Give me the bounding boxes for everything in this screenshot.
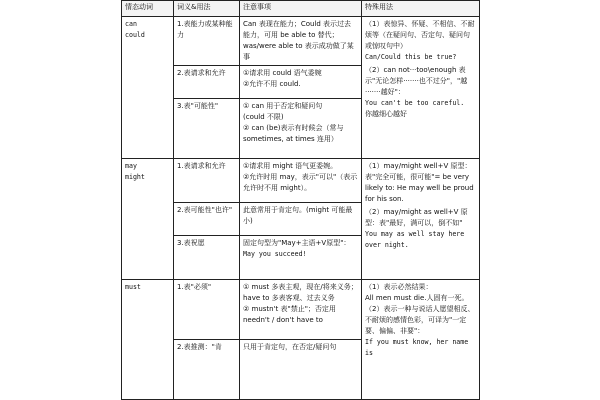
header-row xyxy=(122,1,480,17)
notes-cell xyxy=(240,280,362,340)
note-text: ①请求用 could 语气委婉 xyxy=(243,69,322,77)
usage-cell: 1.表请求和允许 xyxy=(174,159,240,203)
note-text: ② mustn't 表"禁止"；否定用 needn't / don't have to xyxy=(243,305,336,324)
usage-cell: 1.表"必须" xyxy=(174,280,240,340)
verb-cell-can xyxy=(122,17,174,159)
special-cell-must xyxy=(362,280,480,400)
note-text: (could 不限) xyxy=(243,113,284,121)
usage-cell: 3.表"可能性" xyxy=(174,99,240,159)
header-usage: 词义&用法 xyxy=(174,1,240,17)
special-cell-may xyxy=(362,159,480,280)
note-text: ①请求用 might 语气更委婉。 xyxy=(243,162,338,170)
special-text: If you must know, her name is xyxy=(365,338,469,357)
verb-label: can xyxy=(125,20,137,28)
special-text: （2）表示一种与说话人愿望相反、不耐烦的感情色彩，可译为"一定要、偏偏、非要"： xyxy=(365,305,475,335)
header-special: 特殊用法 xyxy=(362,1,480,17)
header-verb: 情态动词 xyxy=(122,1,174,17)
note-text: ②允许时用 may，表示"可以"（表示允许时不用 might）。 xyxy=(243,173,358,192)
verb-cell-may xyxy=(122,159,174,280)
special-text: （1）表惊异、怀疑、不相信、不耐烦等（在疑问句、否定句、疑问句或惊叹句中） xyxy=(365,20,475,50)
verb-label: must xyxy=(125,283,141,291)
header-notes: 注意事项 xyxy=(240,1,362,17)
notes-cell xyxy=(240,66,362,99)
special-text: You can't be too careful. xyxy=(365,99,465,107)
notes-cell xyxy=(240,99,362,159)
special-text: All men must die.人固有一死。 xyxy=(365,294,469,302)
special-text: Can/Could this be true? xyxy=(365,53,457,61)
note-text: ① must 多表主观，现在/将来义务；have to 多表客观、过去义务 xyxy=(243,283,358,302)
special-text: 你越细心越好 xyxy=(365,110,407,118)
note-text: 固定句型为"May+主语+V原型"： xyxy=(243,239,351,247)
notes-cell xyxy=(240,236,362,280)
usage-cell: 2.表推测："肯 xyxy=(174,340,240,400)
note-text: ② can (be)表示有时候会（常与 sometimes, at times 连用） xyxy=(243,124,344,143)
usage-cell: 1.表能力或某种能力 xyxy=(174,17,240,66)
note-text: May you succeed! xyxy=(243,250,307,258)
usage-cell: 3.表祝愿 xyxy=(174,236,240,280)
special-text: （2）may/might as well+V 原型：表"最好，满可以，倒不如" xyxy=(365,208,468,227)
table-row xyxy=(122,159,480,203)
modal-verb-table xyxy=(121,0,480,400)
notes-cell: 只用于肯定句，在否定/疑问句 xyxy=(240,340,362,400)
verb-label: could xyxy=(125,31,145,39)
usage-cell: 2.表请求和允许 xyxy=(174,66,240,99)
note-text: Can 表现在能力；Could 表示过去能力，可用 be able to 替代； xyxy=(243,20,352,39)
special-text: （2）can not···too\enough 表示"无论怎样·······也不过分"，"越·······越好"： xyxy=(365,66,468,96)
notes-cell xyxy=(240,17,362,66)
table-row xyxy=(122,17,480,66)
notes-cell: 此意常用于肯定句。(might 可能最小) xyxy=(240,203,362,236)
special-text: You may as well stay here over night. xyxy=(365,230,465,249)
usage-cell: 2.表可能性"也许" xyxy=(174,203,240,236)
special-cell-can xyxy=(362,17,480,159)
verb-cell-must xyxy=(122,280,174,400)
note-text: ②允许不用 could. xyxy=(243,80,301,88)
note-text: ① can 用于否定和疑问句 xyxy=(243,102,323,110)
note-text: was/were able to 表示成功做了某事 xyxy=(243,42,354,61)
special-text: （1）may/might well+V 原型：表"完全可能，很可能"= be very likely to: He may well be proud for his son. xyxy=(365,162,474,203)
notes-cell xyxy=(240,159,362,203)
verb-label: may xyxy=(125,162,137,170)
verb-label: might xyxy=(125,173,145,181)
table-row xyxy=(122,280,480,340)
special-text: （1）表示必然结果： xyxy=(365,283,433,291)
